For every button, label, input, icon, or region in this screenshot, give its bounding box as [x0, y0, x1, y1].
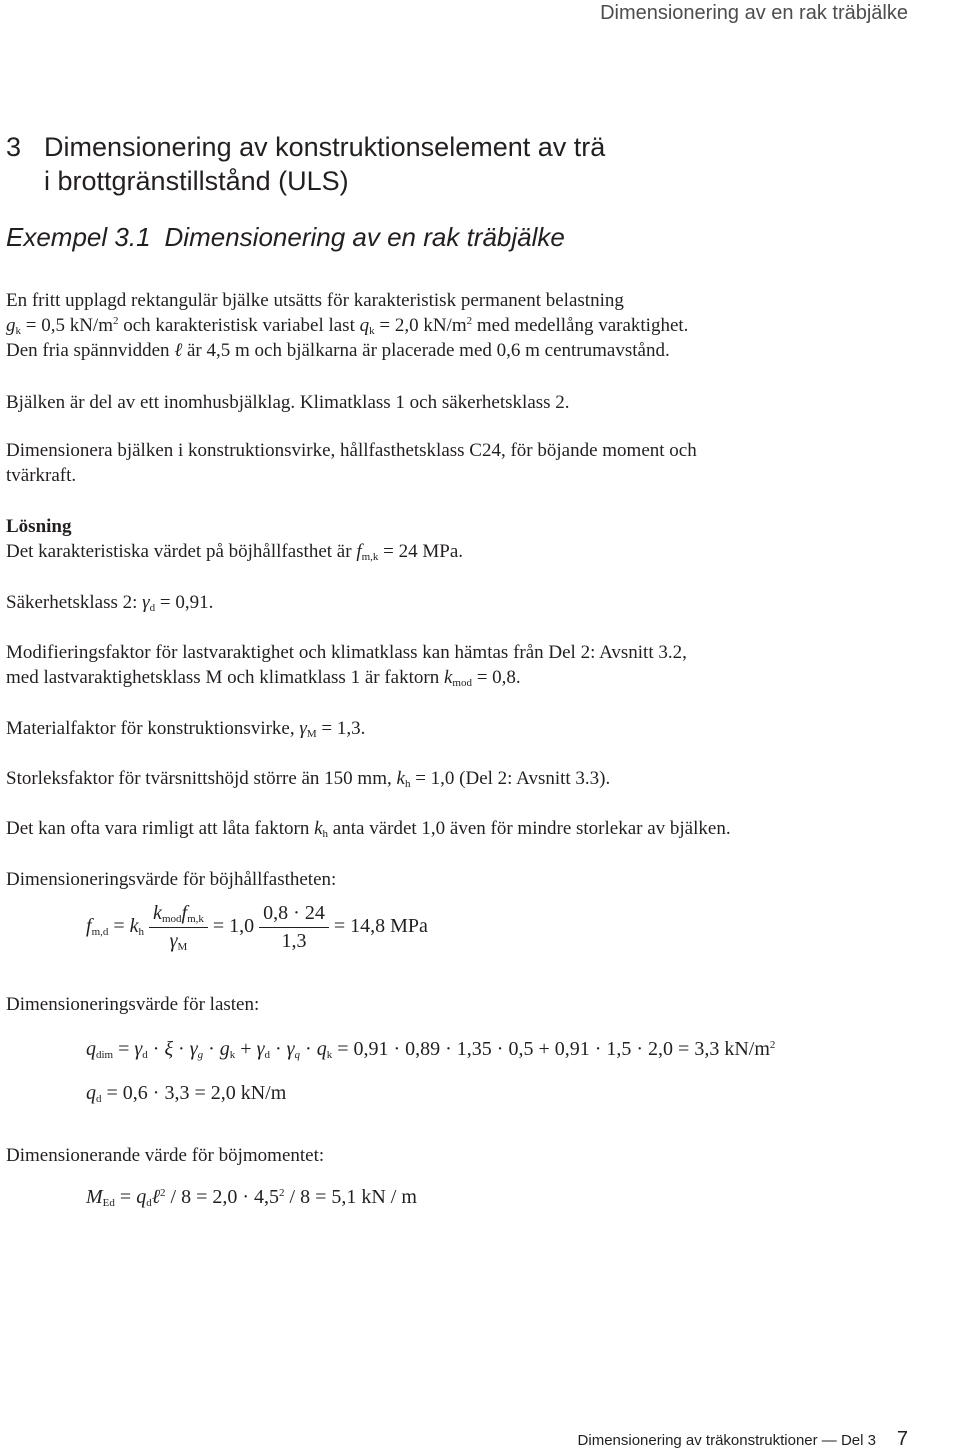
beam-paragraph: Bjälken är del av ett inomhusbjälklag. Klimatklass 1 och säkerhetsklass 2. — [6, 392, 570, 413]
chapter-title — [6, 130, 906, 198]
header-rule — [0, 60, 960, 61]
design-strength-label: Dimensioneringsvärde för böjhållfastheten: — [6, 869, 337, 890]
size-factor-paragraph: Storleksfaktor för tvärsnittshöjd större än 150 mm, $k_h = 1,0$ (Del 2: Avsnitt 3.3). — [6, 768, 611, 790]
intro-line-1: En fritt upplagd rektangulär bjälke utsätts för karakteristisk permanent belastning — [6, 290, 624, 311]
footer-text: Dimensionering av träkonstruktioner — Del 3 — [577, 1432, 876, 1449]
formula-med: $M_{Ed}$ = $q_d\ell^2 / 8 = 2,0 \cdot 4,5^2 / 8 = 5,1$ kN / m — [86, 1186, 417, 1209]
intro-line-2: $g_k = 0,5$ $kN/m^2$ och karakteristisk variabel last $q_k = 2,0$ $kN/m^2$ med medellång varaktighet. — [6, 315, 689, 337]
design-load-label: Dimensioneringsvärde för lasten: — [6, 994, 260, 1015]
formula-fmd: $f_{m,d} = k_h$ $\frac{k_{mod}f_{m,k}}{\gamma_M}$ = 1,0 $\frac{0,8 \cdot 24}{1,3}$ = 14,8 MPa — [86, 902, 428, 953]
material-factor-paragraph: Materialfaktor för konstruktionsvirke, $\gamma_M = 1,3$. — [6, 718, 366, 740]
solution-block — [6, 514, 926, 564]
formula-qdim: $q_{dim} = \gamma_d \cdot \xi \cdot \gamma_g \cdot g_k + \gamma_d \cdot \gamma_q \cdot q_k = 0,91 \cdot 0,89 \cdot 1,35 \cdot 0,5 + 0,91 \cdot 1,5 \cdot 2,0 = 3,3$ $kN/m^2$ — [86, 1038, 776, 1061]
example-title — [6, 222, 565, 253]
size-factor-note: Det kan ofta vara rimligt att låta faktorn $k_h$ anta värdet 1,0 även för mindre storlekar av bjälken. — [6, 818, 731, 840]
page-number: 7 — [896, 1428, 908, 1450]
example-label: Exempel 3.1 — [6, 222, 151, 252]
kmod-paragraph: Modifieringsfaktor för lastvaraktighet och klimatklass kan hämtas från Del 2: Avsnitt 3.2, med lastvaraktighetsklass M och klimatklass 1 är faktorn $k_{mod} = 0,8$. — [6, 642, 687, 689]
safety-paragraph: Säkerhetsklass 2: $\gamma_d = 0,91$. — [6, 592, 214, 614]
fmk-line: Det karakteristiska värdet på böjhållfasthet är $f_{m,k} = 24$ MPa. — [6, 541, 464, 563]
running-header: Dimensionering av en rak träbjälke — [600, 2, 908, 24]
formula-qd: $q_d = 0,6 \cdot 3,3 = 2,0$ kN/m — [86, 1082, 287, 1105]
chapter-title-line2: i brottgränstillstånd (ULS) — [44, 166, 349, 196]
fraction-fmd: $\frac{k_{mod}f_{m,k}}{\gamma_M}$ — [149, 902, 208, 953]
fraction-values: $\frac{0,8 \cdot 24}{1,3}$ — [259, 902, 329, 953]
example-heading: Dimensionering av en rak träbjälke — [164, 222, 565, 252]
intro-line-3: Den fria spännvidden ℓ är 4,5 m och bjälkarna är placerade med 0,6 m centrumavstånd. — [6, 340, 670, 361]
task-paragraph: Dimensionera bjälken i konstruktionsvirke, hållfasthetsklass C24, för böjande moment och tvärkraft. — [6, 440, 697, 486]
design-moment-label: Dimensionerande värde för böjmomentet: — [6, 1145, 325, 1166]
span-symbol: ℓ — [174, 340, 183, 361]
chapter-title-line1: Dimensionering av konstruktionselement av trä — [44, 132, 606, 162]
intro-paragraph — [6, 288, 926, 363]
solution-heading: Lösning — [6, 516, 72, 537]
chapter-number: 3 — [6, 132, 22, 162]
